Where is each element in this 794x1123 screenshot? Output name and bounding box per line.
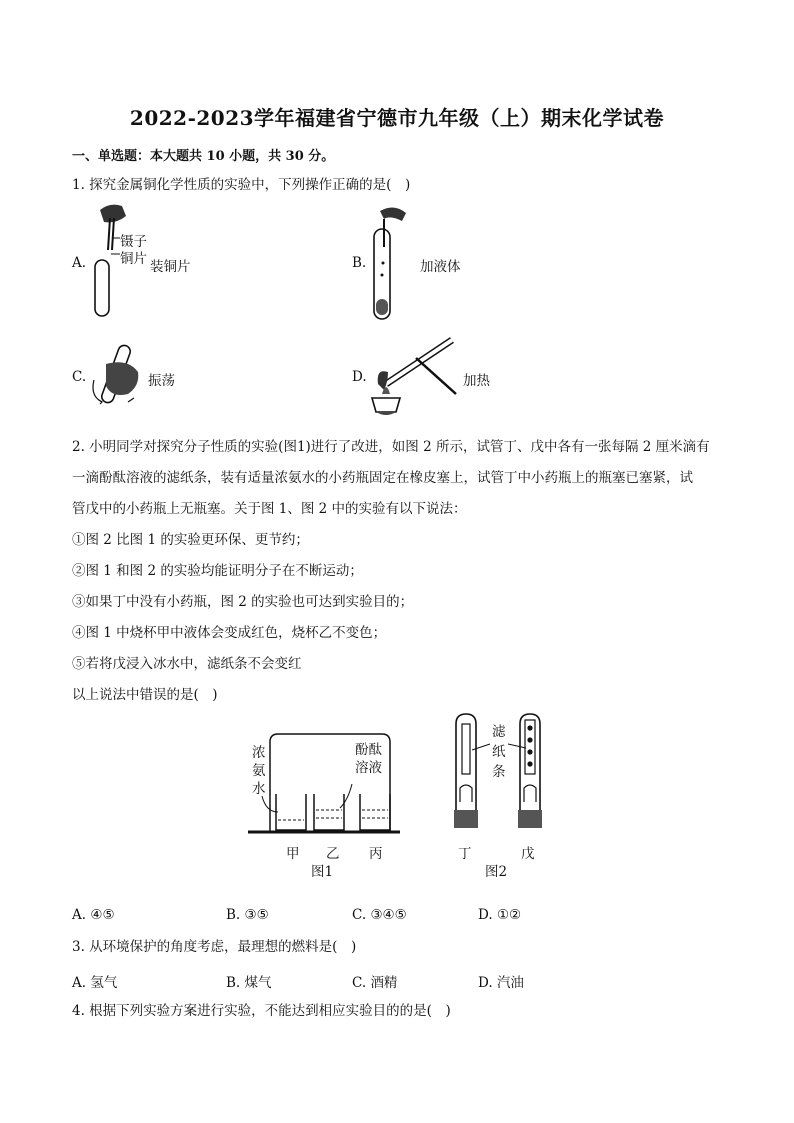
fig1-phenolphthalein-label: 酚酞 溶液 — [355, 742, 382, 776]
test-tube-wu — [518, 714, 542, 828]
q3-option-d: D. 汽油 — [478, 975, 524, 991]
q1-option-b-text: 加液体 — [420, 259, 461, 275]
page-title: 2022-2023学年福建省宁德市九年级（上）期末化学试卷 — [129, 106, 665, 130]
q2-stem-line: 一滴酚酞溶液的滤纸条，装有适量浓氨水的小药瓶固定在橡皮塞上，试管丁中小药瓶上的瓶塞已塞紧，试 — [72, 470, 693, 486]
q1-option-c-figure — [88, 340, 148, 415]
test-tube-ding — [454, 714, 478, 828]
q1-option-d-text: 加热 — [463, 373, 490, 389]
q1-option-d-letter: D. — [352, 369, 367, 385]
q3-option-a: A. 氢气 — [72, 975, 118, 991]
hand-icon — [380, 207, 406, 221]
q3-option-c: C. 酒精 — [352, 975, 398, 991]
q2-option-a: A. ④⑤ — [72, 907, 115, 923]
q1-option-b-letter: B. — [352, 255, 367, 271]
q2-option-c: C. ③④⑤ — [352, 907, 407, 923]
q1-option-c-letter: C. — [72, 369, 87, 385]
q2-statement: ③如果丁中没有小药瓶，图 2 的实验也可达到实验目的； — [72, 594, 414, 610]
q2-statement: ①图 2 比图 1 的实验更环保、更节约； — [72, 532, 309, 548]
filter-paper-strip — [462, 724, 470, 774]
fig1-beaker-bing-label: 丙 — [369, 846, 383, 862]
rubber-stopper — [518, 810, 542, 828]
q1-option-c-text: 振荡 — [148, 373, 175, 389]
question-2-stem — [72, 432, 727, 711]
q2-figure-1 — [248, 728, 408, 840]
test-tube-icon — [95, 260, 109, 316]
q1-option-a-text: 装铜片 — [150, 259, 191, 275]
beaker-jia — [276, 794, 306, 830]
question-3-stem: 3. 从环境保护的角度考虑，最理想的燃料是( ) — [72, 939, 357, 955]
q1-tweezers-label: 镊子 — [120, 234, 147, 250]
fig1-ammonia-label: 浓 氨 水 — [252, 745, 266, 797]
rubber-stopper — [454, 810, 478, 828]
q2-statement: ②图 1 和图 2 的实验均能证明分子在不断运动； — [72, 563, 363, 579]
question-1-stem: 1. 探究金属铜化学性质的实验中，下列操作正确的是( ) — [72, 177, 411, 193]
fig1-beaker-jia-label: 甲 — [286, 846, 300, 862]
question-4-stem: 4. 根据下列实验方案进行实验，不能达到相应实验目的的是( ) — [72, 1003, 451, 1019]
ammonia-vial — [460, 785, 472, 802]
tube-holder-icon — [416, 358, 456, 394]
q2-statement: ⑤若将戊浸入冰水中，滤纸条不会变红 — [72, 656, 302, 672]
fig2-tube-ding-label: 丁 — [458, 846, 472, 862]
q1-option-d-figure — [366, 332, 462, 418]
fig1-beaker-yi-label: 乙 — [326, 846, 340, 862]
q1-option-b-figure — [366, 203, 416, 323]
q2-option-b: B. ③⑤ — [226, 907, 269, 923]
fig1-caption: 图1 — [311, 864, 334, 880]
q2-option-d: D. ①② — [478, 907, 522, 923]
beaker-yi — [314, 794, 344, 830]
beaker-bing — [360, 794, 390, 830]
q1-copper-label: 铜片 — [120, 251, 147, 267]
section-heading-single-choice: 一、单选题：本大题共 10 小题，共 30 分。 — [72, 149, 335, 164]
q3-option-b: B. 煤气 — [226, 975, 272, 991]
q2-stem-line: 2. 小明同学对探究分子性质的实验(图1)进行了改进，如图 2 所示，试管丁、戊中各有一张每隔 2 厘米滴有 — [72, 439, 710, 455]
q2-ask: 以上说法中错误的是( ) — [72, 687, 218, 703]
fig2-caption: 图2 — [485, 864, 508, 880]
tweezers-icon — [108, 218, 110, 250]
fig2-filter-paper-label: 滤 纸 条 — [492, 724, 506, 780]
hand-icon — [106, 362, 138, 395]
ammonia-vial — [524, 785, 536, 802]
fig2-tube-wu-label: 戊 — [521, 846, 535, 862]
q1-option-a-letter: A. — [72, 255, 87, 271]
q2-statement: ④图 1 中烧杯甲中液体会变成红色，烧杯乙不变色； — [72, 625, 387, 641]
alcohol-lamp-icon — [372, 398, 400, 412]
q2-stem-line: 管戊中的小药瓶上无瓶塞。关于图 1、图 2 中的实验有以下说法： — [72, 501, 467, 517]
